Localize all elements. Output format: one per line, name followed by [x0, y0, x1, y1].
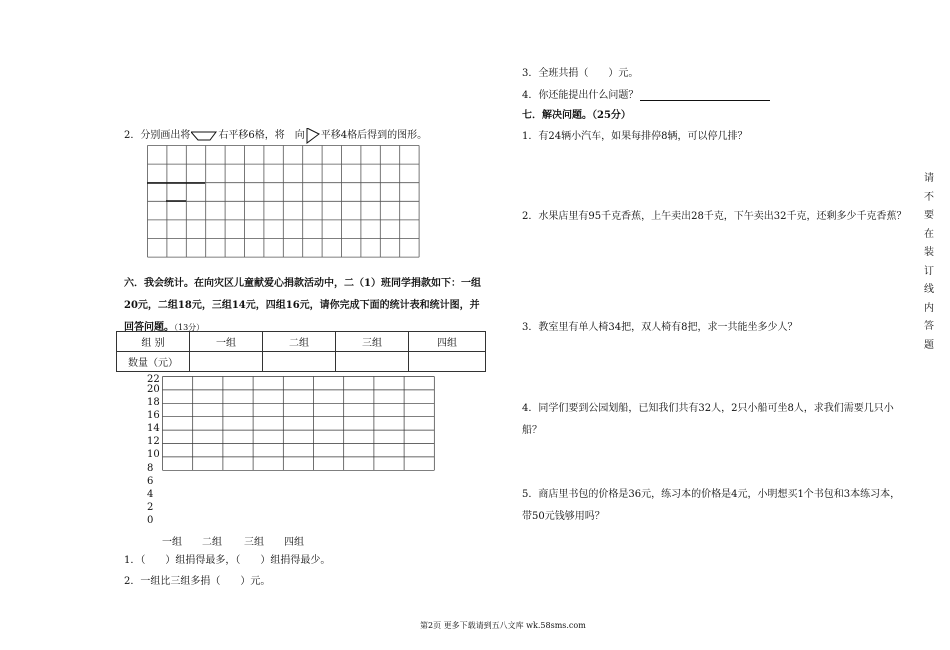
notice-char: 答	[924, 321, 934, 332]
table-header-cell: 组 别	[117, 332, 190, 352]
question-4-text: 4．你还能提出什么问题？	[522, 90, 639, 101]
table-row	[117, 332, 486, 352]
table-header-cell: 四组	[409, 332, 486, 352]
x-category-label: 一组	[162, 537, 182, 548]
y-tick-label: 6	[147, 476, 154, 487]
notice-char: 内	[924, 302, 934, 314]
section-6-score: （13分）	[174, 323, 205, 332]
question-4	[522, 86, 770, 101]
problem-1: 1．有24辆小汽车，如果每排停8辆，可以停几排？	[522, 131, 748, 142]
y-tick-label: 20	[147, 384, 160, 395]
section-6-text: 回答问题。	[124, 322, 174, 333]
chart-question-2: 2．一组比三组多捐（ ）元。	[124, 576, 271, 587]
table-row	[117, 352, 486, 372]
table-cell[interactable]	[263, 352, 336, 372]
table-header-cell: 一组	[190, 332, 263, 352]
notice-char: 装	[924, 247, 934, 258]
chart-question-1: 1．（ ）组捐得最多，（ ）组捐得最少。	[124, 555, 331, 566]
table-header-cell: 二组	[263, 332, 336, 352]
translation-grid	[147, 145, 421, 259]
notice-char: 题	[924, 339, 934, 351]
y-tick-label: 2	[147, 502, 154, 513]
q2-text-4: 平移4格后得到的图形。	[320, 130, 428, 141]
translation-question	[124, 126, 427, 144]
x-category-label: 三组	[244, 537, 264, 548]
y-tick-label: 0	[147, 515, 154, 526]
flag-triangle-shape-icon	[306, 128, 320, 144]
table-cell[interactable]	[190, 352, 263, 372]
notice-char: 在	[924, 228, 934, 240]
donation-table	[116, 331, 486, 372]
y-tick-label: 18	[147, 397, 160, 408]
y-tick-label: 8	[147, 463, 154, 474]
y-tick-label: 14	[147, 423, 160, 434]
section-7-title: 七．解决问题。（25分）	[522, 110, 631, 121]
table-cell[interactable]	[336, 352, 409, 372]
y-tick-label: 10	[147, 449, 160, 460]
bar-chart-grid	[162, 376, 436, 474]
page-footer: 第2页 更多下载请到五八文库 wk.58sms.com	[420, 621, 586, 630]
answer-line	[640, 90, 770, 101]
x-category-label: 二组	[202, 537, 222, 548]
trapezoid-shape-icon	[191, 131, 217, 141]
table-header-cell: 三组	[336, 332, 409, 352]
q2-text-2: 右平移6格，将	[218, 130, 295, 141]
y-tick-label: 16	[147, 410, 160, 421]
notice-char: 不	[924, 191, 934, 203]
notice-char: 订	[924, 265, 934, 277]
x-category-label: 四组	[284, 537, 304, 548]
y-tick-label: 22	[147, 374, 160, 385]
q2-text-1: 2．分别画出将	[124, 130, 191, 141]
section-6-line-1: 六．我会统计。在向灾区儿童献爱心捐款活动中，二（1）班同学捐款如下：一组	[124, 278, 481, 289]
q2-text-3: 向	[294, 130, 305, 141]
notice-char: 要	[924, 210, 934, 221]
problem-5: 5．商店里书包的价格是36元，练习本的价格是4元，小明想买1个书包和3本练习本，带50元钱够用吗？	[522, 489, 901, 522]
section-6-line-2: 20元，二组18元，三组14元，四组16元，请你完成下面的统计表和统计图，并	[124, 300, 480, 311]
problem-2: 2．水果店里有95千克香蕉，上午卖出28千克，下午卖出32千克，还剩多少千克香蕉？	[522, 211, 907, 222]
y-tick-label: 12	[147, 436, 160, 447]
binding-line-notice	[922, 170, 936, 355]
question-3: 3．全班共捐（ ）元。	[522, 68, 639, 79]
table-row-label: 数量（元）	[117, 352, 190, 372]
y-tick-label: 4	[147, 489, 154, 500]
notice-char: 线	[924, 284, 934, 295]
problem-3: 3．教室里有单人椅34把，双人椅有8把，求一共能坐多少人？	[522, 322, 798, 333]
notice-char: 请	[924, 173, 934, 184]
problem-4: 4．同学们要到公园划船，已知我们共有32人，2只小船可坐8人，求我们需要几只小船？	[522, 403, 894, 436]
table-cell[interactable]	[409, 352, 486, 372]
